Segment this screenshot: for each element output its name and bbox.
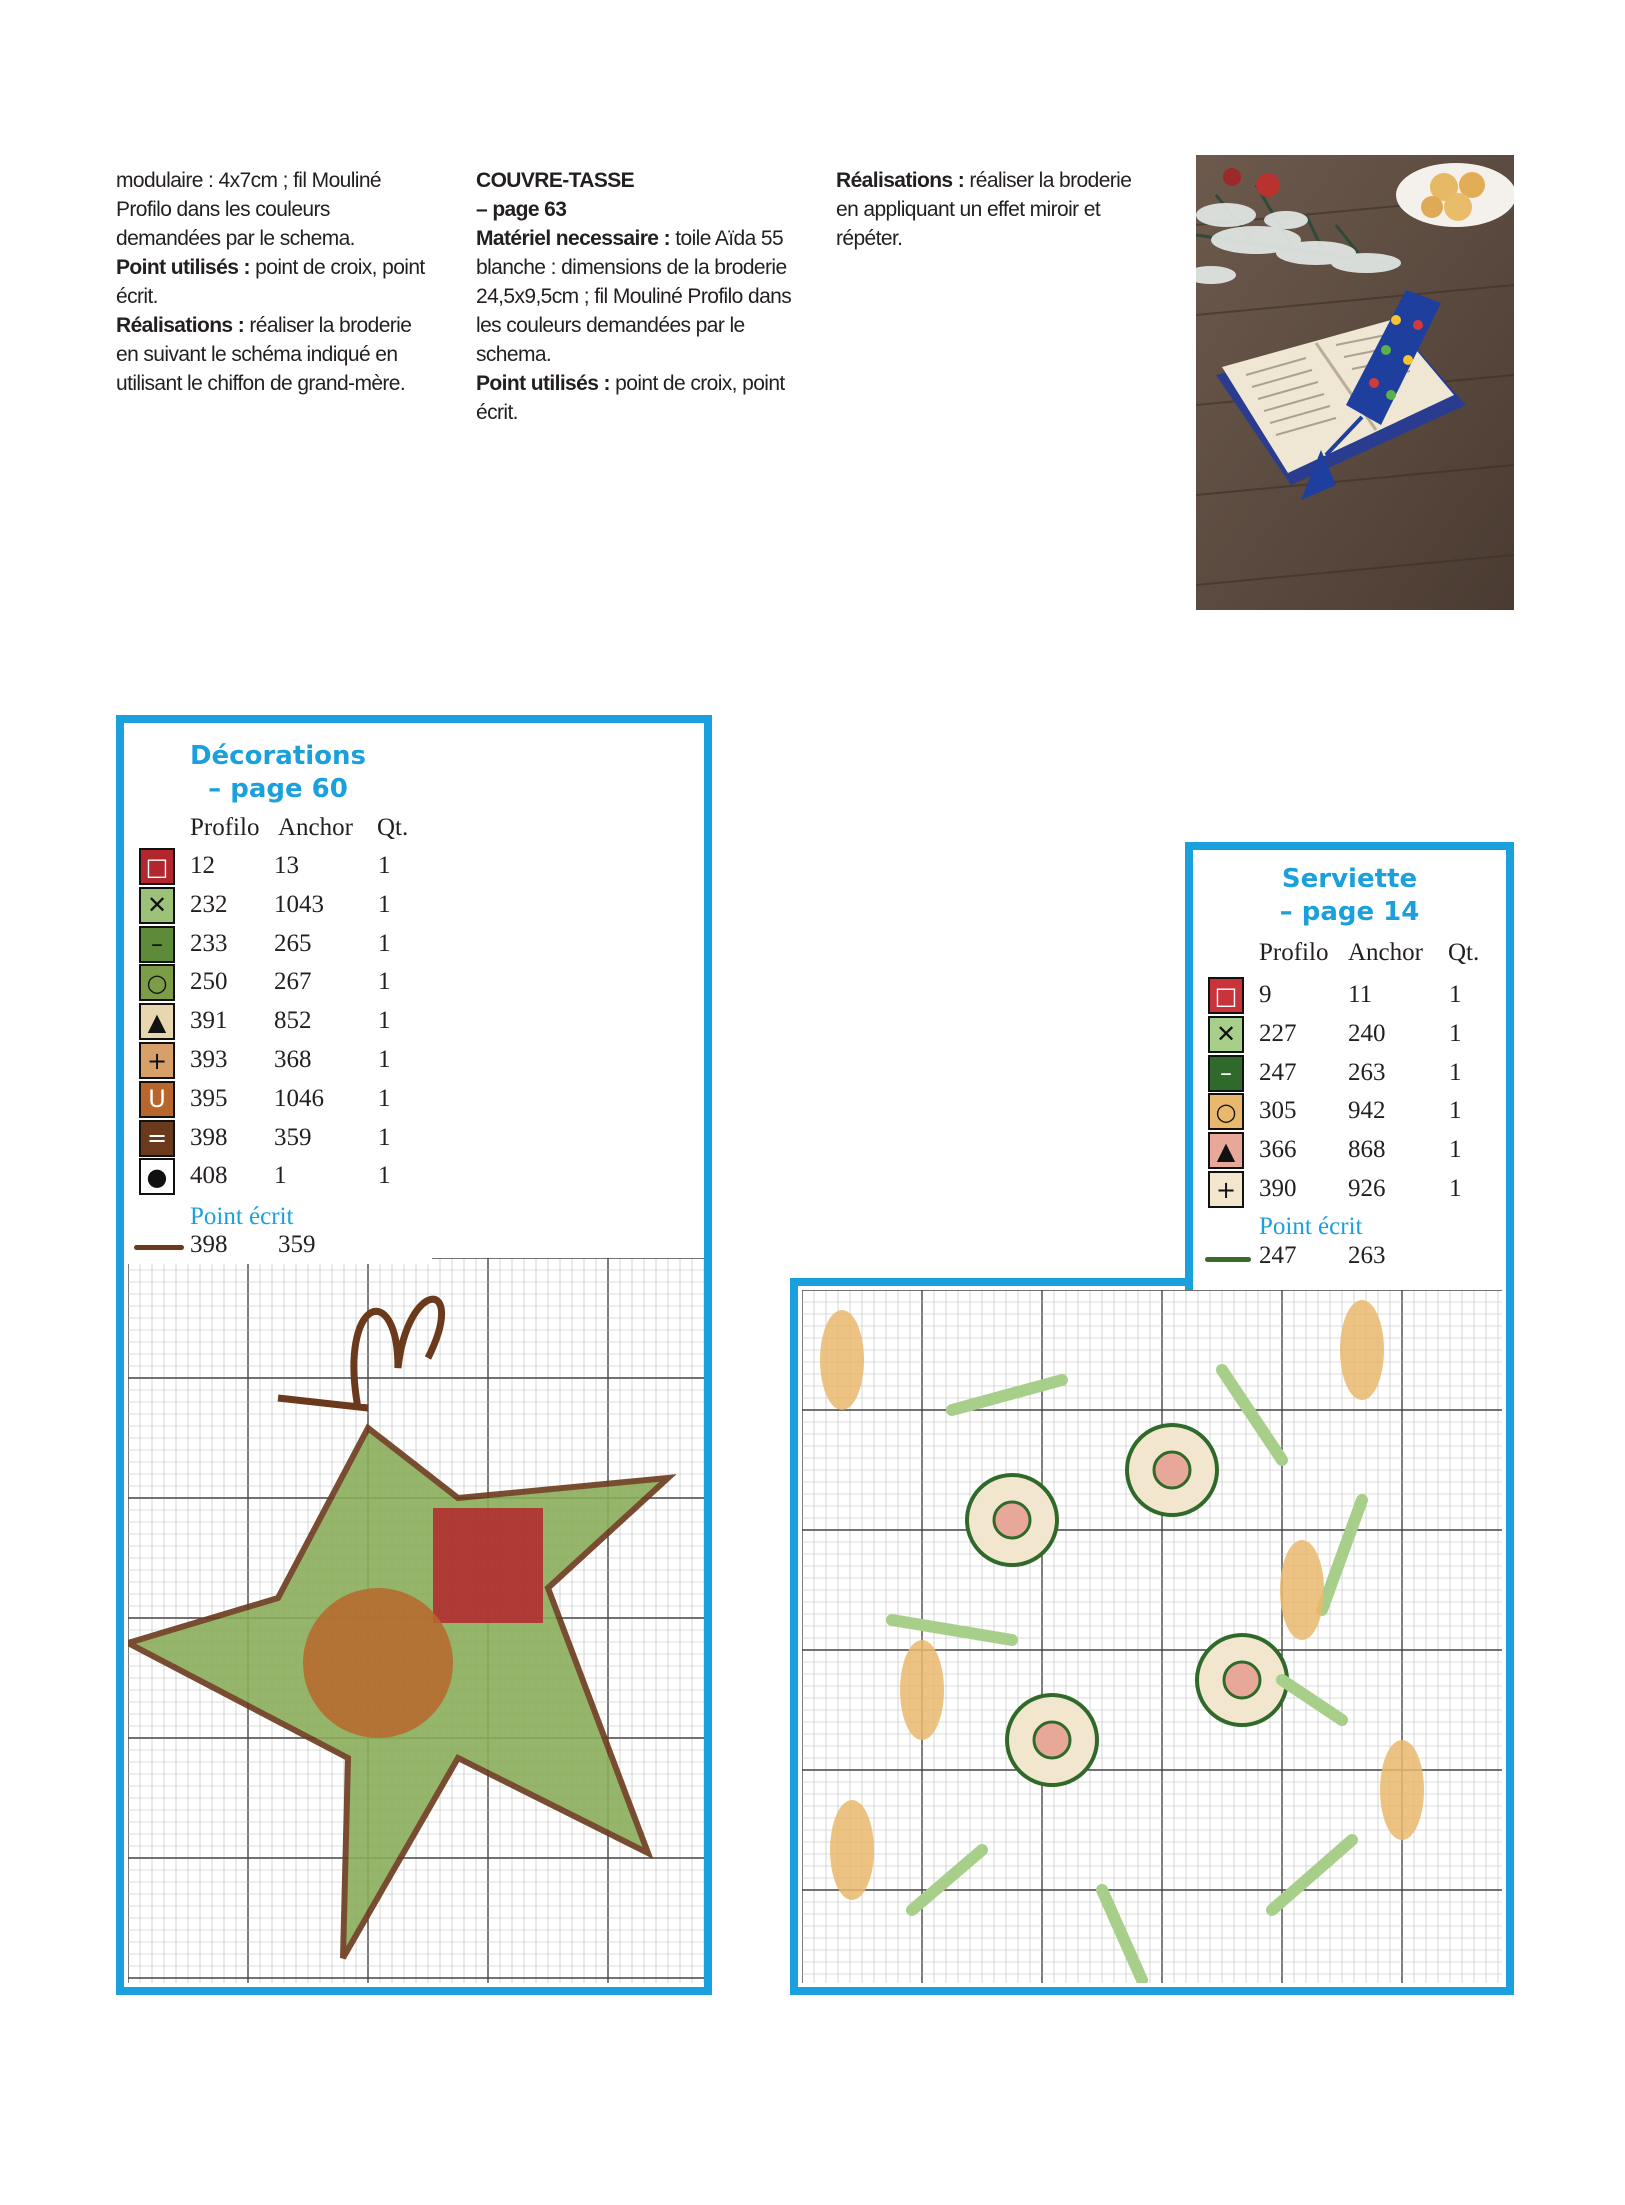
bold-label: – page 63 [476, 198, 567, 221]
legend-anchor: 263 [1348, 1058, 1386, 1086]
flower-center-motif [994, 1502, 1030, 1538]
legend-profilo: 305 [1259, 1097, 1297, 1125]
point-ecrit-profilo: 247 [1259, 1242, 1297, 1269]
color-swatch-icon: ○ [1208, 1093, 1244, 1130]
paragraph [476, 369, 794, 427]
decorations-legend [124, 723, 432, 1264]
serviette-legend [1193, 850, 1506, 1290]
decorations-chart-grid [128, 1258, 704, 1983]
body-text: réaliser la broderie en suivant le schéma indiqué en utilisant le chiffon de grand-mère. [116, 314, 412, 395]
petal-motif [1380, 1740, 1424, 1840]
legend-qt: 1 [1449, 981, 1462, 1008]
legend-anchor: 852 [274, 1007, 312, 1035]
bold-label: Matériel necessaire : [476, 227, 676, 250]
legend-row [1208, 1171, 1498, 1210]
color-swatch-icon: □ [139, 848, 175, 885]
legend-profilo: 12 [190, 852, 215, 879]
legend-profilo: 233 [190, 929, 228, 957]
petal-motif [1340, 1300, 1384, 1400]
paragraph [116, 311, 434, 398]
paragraph [476, 166, 794, 195]
text-column-3 [836, 166, 1154, 253]
legend-qt: 1 [1449, 1019, 1462, 1047]
color-swatch-icon: ○ [139, 964, 175, 1001]
legend-row [1208, 1055, 1498, 1094]
legend-profilo: 408 [190, 1162, 228, 1190]
legend-anchor: 1043 [274, 890, 324, 918]
petal-motif [1280, 1540, 1324, 1640]
legend-profilo: 250 [190, 968, 228, 996]
legend-profilo: 9 [1259, 981, 1272, 1008]
text-column-1 [116, 166, 434, 398]
legend-row [139, 1042, 429, 1081]
legend-anchor: 1046 [274, 1084, 324, 1112]
legend-profilo: 366 [1259, 1136, 1297, 1164]
legend-anchor: 265 [274, 929, 312, 957]
bold-label: Réalisations : [116, 314, 250, 337]
color-swatch-icon: = [139, 1120, 175, 1157]
color-swatch-icon: ▲ [1208, 1132, 1244, 1169]
color-swatch-icon: ✕ [139, 887, 175, 924]
header-profilo: Profilo [190, 814, 260, 841]
bold-label: Point utilisés : [116, 256, 256, 279]
flower-center-motif [1224, 1662, 1260, 1698]
legend-qt: 1 [378, 1123, 391, 1151]
header-qt: Qt. [1448, 939, 1480, 966]
leaf-motif [1222, 1370, 1282, 1460]
header-anchor: Anchor [278, 814, 353, 841]
legend-anchor: 868 [1348, 1136, 1386, 1164]
header-profilo: Profilo [1259, 939, 1329, 966]
leaf-motif [1102, 1890, 1142, 1980]
paragraph [116, 166, 434, 253]
point-ecrit-swatch [1205, 1257, 1251, 1262]
book-bookmark-photo [1196, 155, 1514, 610]
legend-profilo: 232 [190, 890, 228, 918]
legend-row [1208, 1093, 1498, 1132]
legend-title: Serviette [1281, 864, 1418, 894]
color-swatch-icon: ✕ [1208, 1016, 1244, 1053]
point-ecrit-anchor: 263 [1348, 1242, 1386, 1269]
point-ecrit-anchor: 359 [278, 1231, 316, 1258]
legend-qt: 1 [378, 890, 391, 918]
bold-label: Point utilisés : [476, 372, 616, 395]
legend-profilo: 395 [190, 1084, 228, 1112]
point-ecrit-label: Point écrit [190, 1203, 294, 1230]
legend-row [139, 964, 429, 1003]
color-swatch-icon: + [139, 1042, 175, 1079]
legend-qt: 1 [1449, 1175, 1462, 1202]
legend-anchor: 267 [274, 968, 312, 996]
legend-qt: 1 [378, 1046, 391, 1073]
header-qt: Qt. [377, 814, 409, 841]
legend-row [139, 926, 429, 965]
header-anchor: Anchor [1348, 939, 1423, 966]
legend-row [139, 1120, 429, 1159]
point-ecrit-label: Point écrit [1259, 1213, 1363, 1240]
legend-subtitle: – page 14 [1279, 897, 1420, 927]
legend-anchor: 359 [274, 1123, 312, 1151]
paragraph [836, 166, 1154, 253]
legend-row [139, 1158, 429, 1197]
color-swatch-icon: – [139, 926, 175, 963]
leaf-motif [952, 1380, 1062, 1410]
petal-motif [900, 1640, 944, 1740]
legend-qt: 1 [378, 852, 391, 879]
bold-label: COUVRE-TASSE [476, 169, 635, 192]
legend-anchor: 942 [1348, 1097, 1386, 1125]
body-text: toile Aïda 55 blanche : dimensions de la broderie 24,5x9,5cm ; fil Mouliné Profilo dans les couleurs demandées par le schema. [476, 227, 792, 366]
legend-row [139, 887, 429, 926]
color-swatch-icon: ▲ [139, 1003, 175, 1040]
paragraph [116, 253, 434, 311]
color-swatch-icon: – [1208, 1055, 1244, 1092]
legend-qt: 1 [378, 929, 391, 957]
red-square-motif [433, 1508, 543, 1623]
legend-profilo: 247 [1259, 1058, 1297, 1086]
body-text: point de croix, point écrit. [476, 372, 785, 424]
color-swatch-icon: + [1208, 1171, 1244, 1208]
legend-anchor: 11 [1348, 981, 1373, 1008]
color-swatch-icon: □ [1208, 977, 1244, 1014]
legend-qt: 1 [1449, 1136, 1462, 1164]
legend-anchor: 368 [274, 1046, 312, 1073]
legend-row [1208, 977, 1498, 1016]
flower-center-motif [1034, 1722, 1070, 1758]
bold-label: Réalisations : [836, 169, 970, 192]
legend-row [139, 1081, 429, 1120]
legend-qt: 1 [378, 1007, 391, 1035]
legend-row [1208, 1016, 1498, 1055]
legend-title: Décorations [189, 741, 367, 771]
legend-anchor: 240 [1348, 1019, 1386, 1047]
flower-center-motif [1154, 1452, 1190, 1488]
body-text: réaliser la broderie en appliquant un effet miroir et répéter. [836, 169, 1132, 250]
legend-qt: 1 [378, 1084, 391, 1112]
petal-motif [820, 1310, 864, 1410]
legend-profilo: 227 [1259, 1019, 1297, 1047]
text-column-2 [476, 166, 794, 427]
paragraph [476, 224, 794, 369]
legend-subtitle: – page 60 [208, 774, 348, 804]
legend-anchor: 13 [274, 852, 299, 879]
color-swatch-icon: U [139, 1081, 175, 1118]
ribbon-bow-motif [278, 1299, 442, 1408]
legend-qt: 1 [1449, 1058, 1462, 1086]
legend-row [1208, 1132, 1498, 1171]
legend-qt: 1 [378, 1162, 391, 1190]
petal-motif [830, 1800, 874, 1900]
color-swatch-icon: ● [139, 1158, 175, 1195]
ornament-ball-motif [303, 1588, 453, 1738]
body-text: point de croix, point écrit. [116, 256, 425, 308]
legend-anchor: 1 [274, 1162, 287, 1190]
legend-profilo: 390 [1259, 1175, 1297, 1202]
leaf-motif [1272, 1840, 1352, 1910]
legend-qt: 1 [378, 968, 391, 996]
body-text: modulaire : 4x7cm ; fil Mouliné Profilo dans les couleurs demandées par le schema. [116, 169, 382, 250]
legend-qt: 1 [1449, 1097, 1462, 1125]
legend-profilo: 393 [190, 1046, 228, 1073]
legend-row [139, 848, 429, 887]
legend-row [139, 1003, 429, 1042]
paragraph [476, 195, 794, 224]
serviette-chart-grid [802, 1290, 1502, 1983]
legend-profilo: 398 [190, 1123, 228, 1151]
legend-anchor: 926 [1348, 1175, 1386, 1202]
point-ecrit-swatch [134, 1245, 184, 1250]
point-ecrit-profilo: 398 [190, 1231, 228, 1258]
legend-profilo: 391 [190, 1007, 228, 1035]
